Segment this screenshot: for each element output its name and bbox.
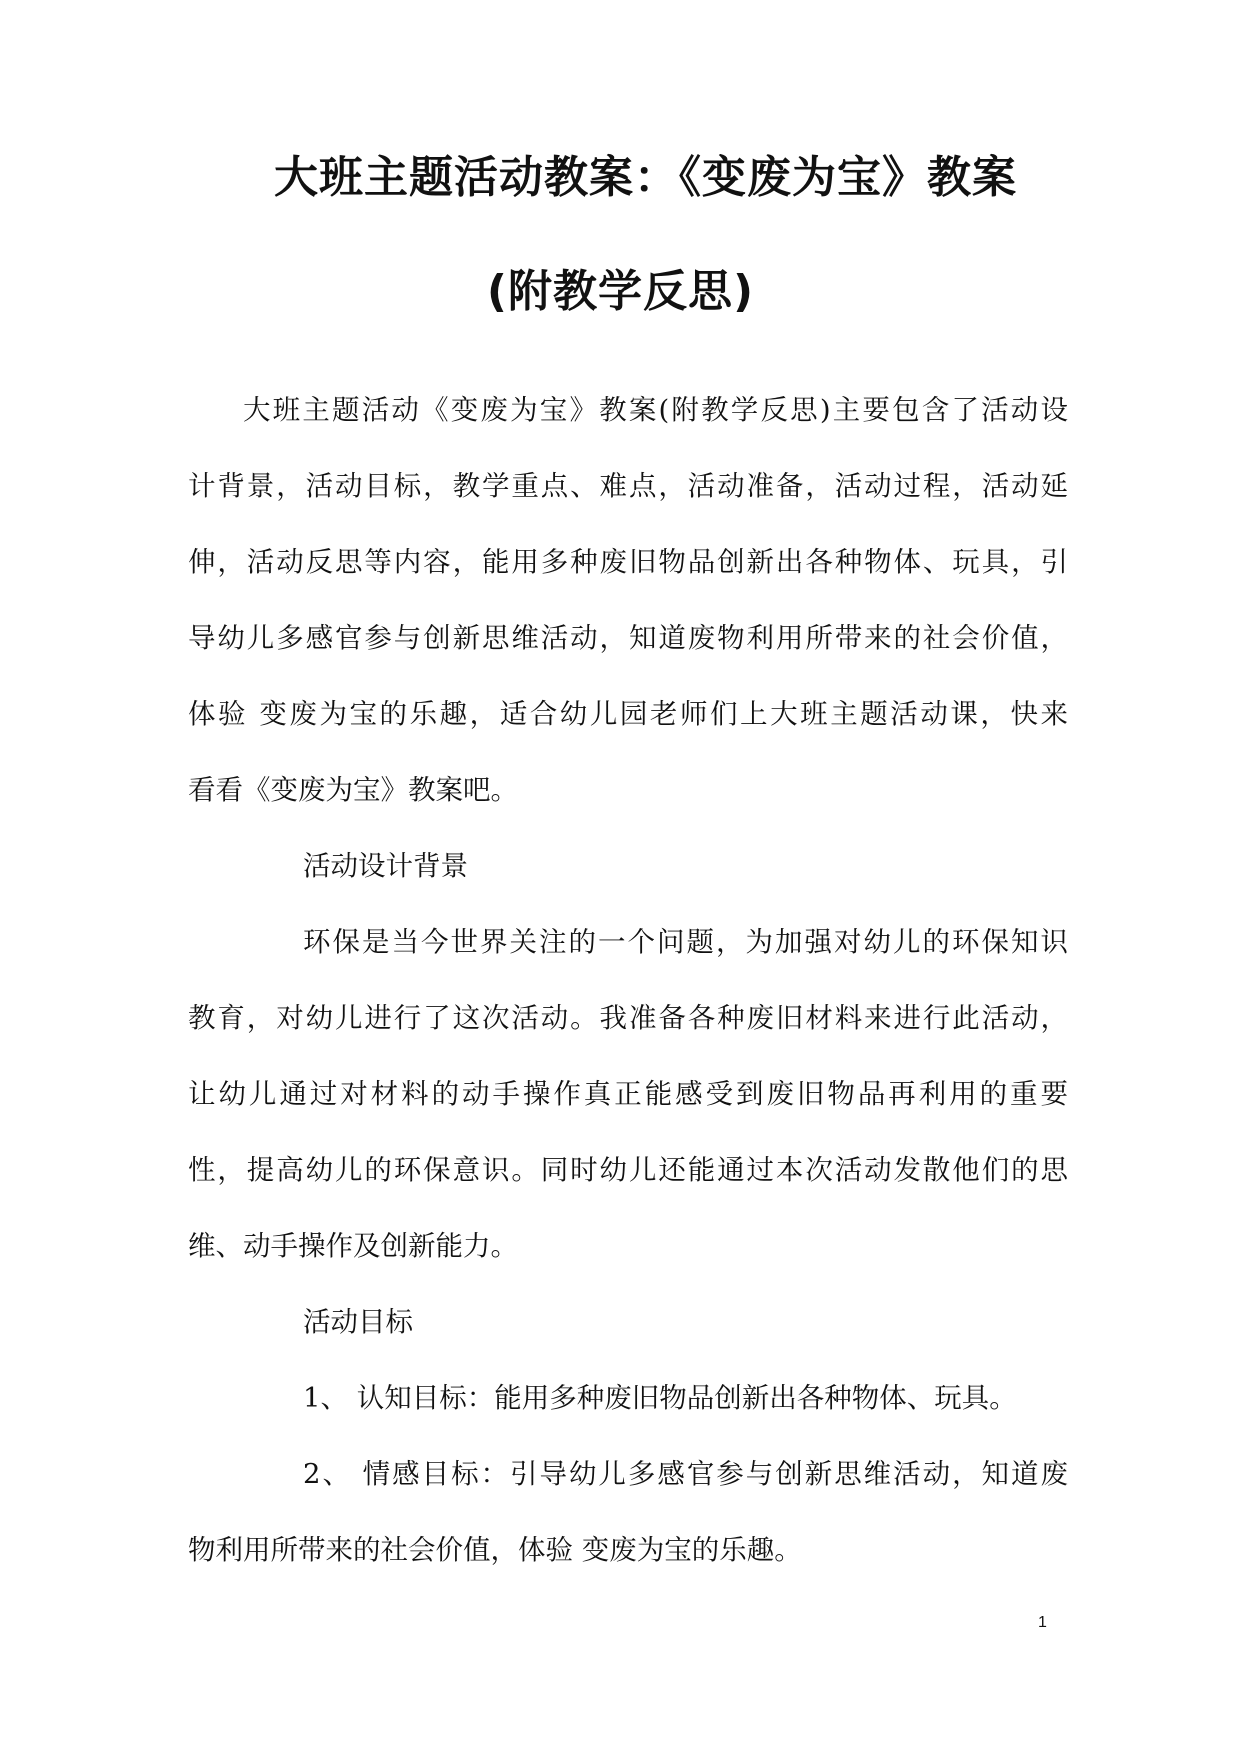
background-line-5: 维、动手操作及创新能力。 [188,1230,518,1262]
background-line-2: 教育，对幼儿进行了这次活动。我准备各种废旧材料来进行此活动， [188,1002,1068,1034]
goal-item-1: 1、 认知目标：能用多种废旧物品创新出各种物体、玩具。 [303,1382,1017,1414]
background-line-1: 环保是当今世界关注的一个问题，为加强对幼儿的环保知识 [303,926,1068,958]
intro-line-5: 体验 变废为宝的乐趣，适合幼儿园老师们上大班主题活动课，快来 [188,698,1068,730]
intro-line-6: 看看《变废为宝》教案吧。 [188,774,518,806]
intro-line-4: 导幼儿多感官参与创新思维活动，知道废物利用所带来的社会价值， [188,622,1068,654]
intro-line-2: 计背景，活动目标，教学重点、难点，活动准备，活动过程，活动延 [188,470,1068,502]
section-heading-goals: 活动目标 [303,1306,413,1338]
document-body [188,372,1068,1588]
document-title-line2: (附教学反思) [486,266,755,317]
background-line-3: 让幼儿通过对材料的动手操作真正能感受到废旧物品再利用的重要 [188,1078,1068,1110]
intro-line-1: 大班主题活动《变废为宝》教案(附教学反思)主要包含了活动设 [243,394,1068,426]
document-title-line1: 大班主题活动教案：《变废为宝》教案 [274,152,1017,203]
section-heading-background: 活动设计背景 [303,850,468,882]
page-number: 1 [1038,1614,1047,1631]
goal-item-2-line-1: 2、 情感目标：引导幼儿多感官参与创新思维活动，知道废 [303,1458,1068,1490]
goal-item-2-line-2: 物利用所带来的社会价值，体验 变废为宝的乐趣。 [188,1534,802,1566]
intro-line-3: 伸，活动反思等内容，能用多种废旧物品创新出各种物体、玩具，引 [188,546,1068,578]
background-line-4: 性，提高幼儿的环保意识。同时幼儿还能通过本次活动发散他们的思 [188,1154,1068,1186]
